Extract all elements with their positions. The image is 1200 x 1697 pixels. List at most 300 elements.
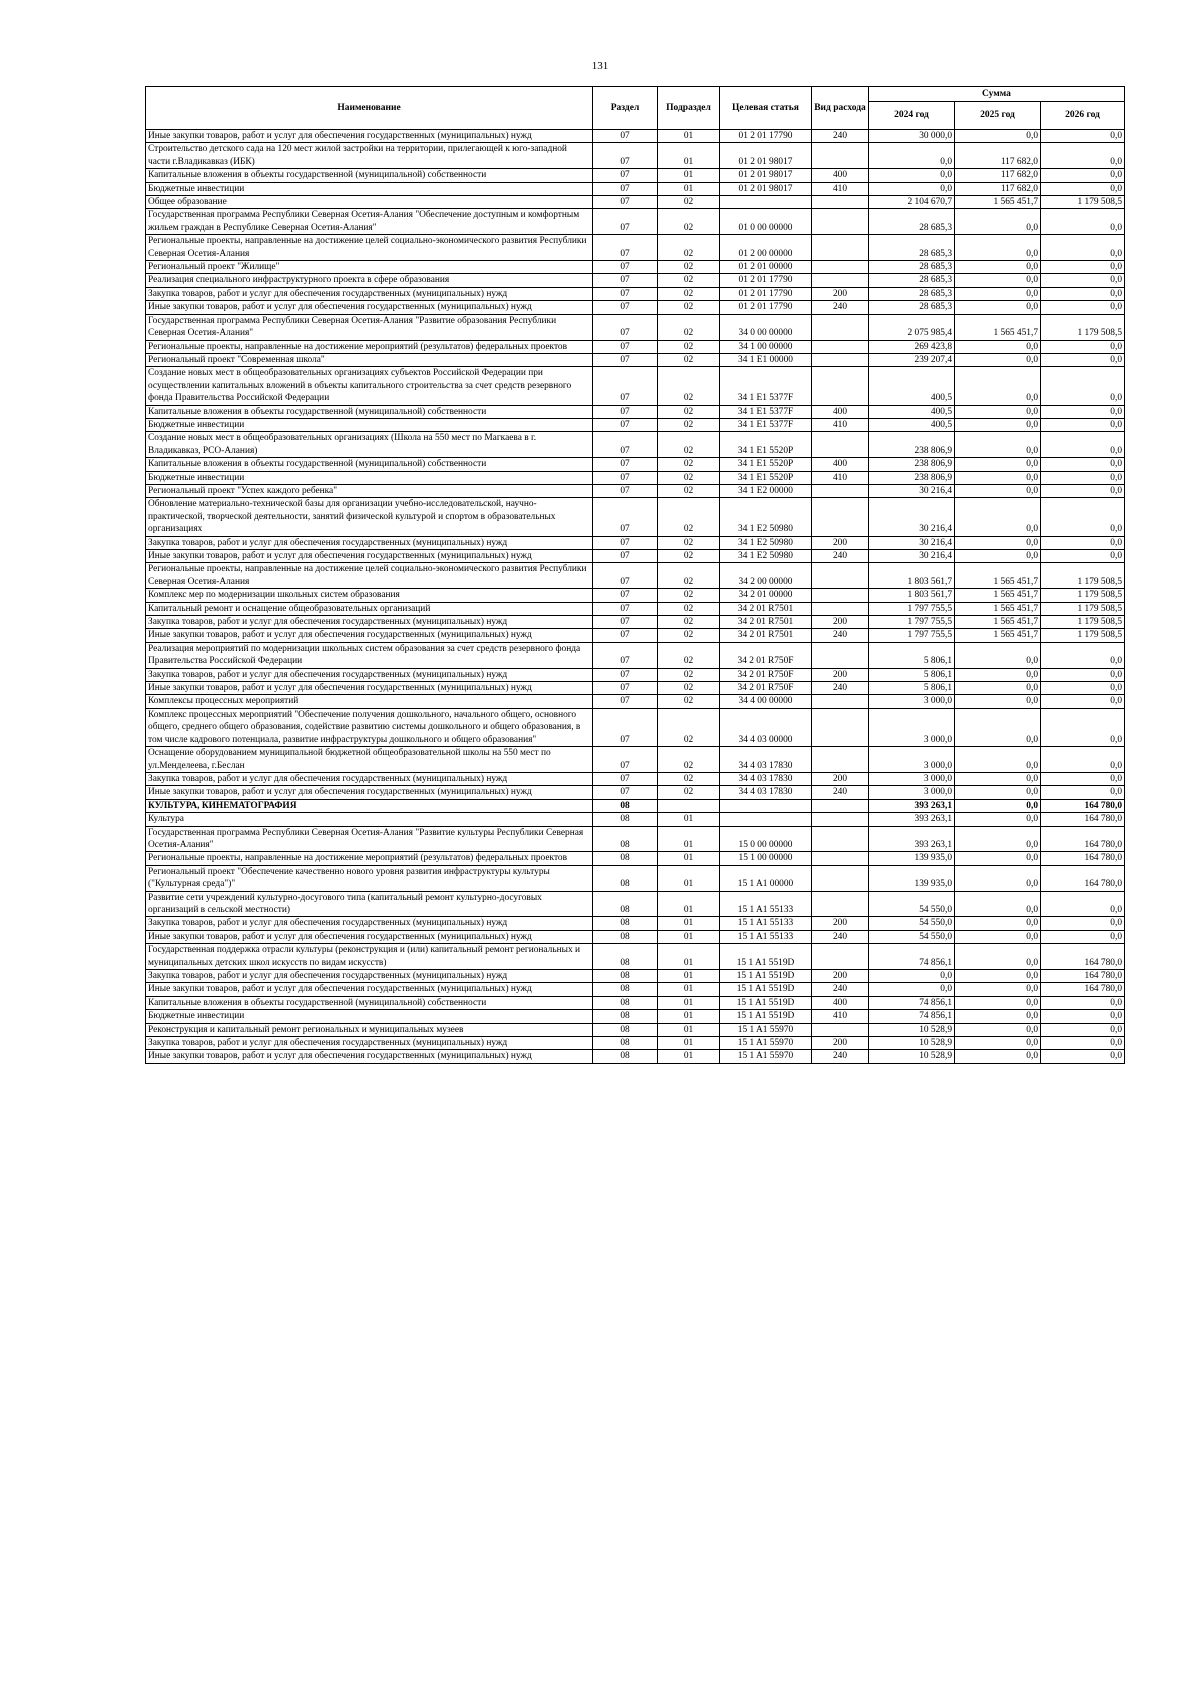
cell-celevaya-statya: 15 1 A1 55133 [720,930,812,943]
cell-vid-raskhoda: 200 [812,917,869,930]
cell-sum-2024: 28 685,3 [869,301,955,314]
cell-sum-2024: 1 803 561,7 [869,589,955,602]
cell-sum-2026: 0,0 [1041,708,1125,746]
table-row [146,616,1125,629]
cell-sum-2025: 0,0 [955,786,1041,799]
table-row [146,458,1125,471]
cell-name: Региональный проект "Обеспечение качественно нового уровня развития инфраструктуры культуры ("Культурная среда")" [146,865,593,891]
table-row [146,471,1125,484]
cell-sum-2024: 10 528,9 [869,1037,955,1050]
cell-sum-2026: 0,0 [1041,405,1125,418]
table-row [146,826,1125,852]
cell-sum-2025: 0,0 [955,772,1041,785]
cell-sum-2025: 0,0 [955,891,1041,917]
cell-vid-raskhoda: 400 [812,996,869,1009]
cell-vid-raskhoda: 200 [812,668,869,681]
cell-razdel: 07 [593,418,658,431]
cell-vid-raskhoda: 240 [812,130,869,143]
table-row [146,235,1125,261]
table-row [146,261,1125,274]
cell-podrazdel: 02 [658,235,720,261]
cell-celevaya-statya: 34 2 01 R7501 [720,629,812,642]
cell-razdel: 08 [593,944,658,970]
cell-sum-2026: 0,0 [1041,130,1125,143]
cell-sum-2026: 1 179 508,5 [1041,589,1125,602]
cell-sum-2025: 0,0 [955,274,1041,287]
cell-razdel: 07 [593,353,658,366]
cell-podrazdel: 02 [658,432,720,458]
cell-vid-raskhoda: 240 [812,682,869,695]
cell-podrazdel: 01 [658,1023,720,1036]
cell-sum-2025: 0,0 [955,747,1041,773]
cell-razdel: 08 [593,813,658,826]
cell-name: Создание новых мест в общеобразовательных организациях (Школа на 550 мест по Магкаева в г. Владикавказ, РСО-Алания) [146,432,593,458]
cell-sum-2026: 0,0 [1041,287,1125,300]
cell-name: Закупка товаров, работ и услуг для обеспечения государственных (муниципальных) нужд [146,287,593,300]
cell-sum-2025: 0,0 [955,432,1041,458]
cell-vid-raskhoda [812,1023,869,1036]
cell-sum-2024: 400,5 [869,405,955,418]
cell-sum-2025: 0,0 [955,1023,1041,1036]
cell-name: Капитальные вложения в объекты государственной (муниципальной) собственности [146,169,593,182]
cell-sum-2026: 1 179 508,5 [1041,563,1125,589]
cell-celevaya-statya: 34 2 01 R7501 [720,616,812,629]
cell-name: Региональный проект "Жилище" [146,261,593,274]
cell-podrazdel: 02 [658,747,720,773]
cell-sum-2025: 0,0 [955,944,1041,970]
cell-sum-2024: 239 207,4 [869,353,955,366]
cell-sum-2025: 0,0 [955,130,1041,143]
cell-celevaya-statya: 34 4 03 17830 [720,747,812,773]
cell-sum-2026: 0,0 [1041,930,1125,943]
cell-celevaya-statya: 15 1 A1 55970 [720,1023,812,1036]
cell-sum-2024: 3 000,0 [869,772,955,785]
cell-sum-2025: 0,0 [955,301,1041,314]
cell-podrazdel: 02 [658,405,720,418]
cell-name: Закупка товаров, работ и услуг для обеспечения государственных (муниципальных) нужд [146,970,593,983]
cell-podrazdel: 02 [658,209,720,235]
cell-name: Региональные проекты, направленные на достижение целей социально-экономического развития Республики Северная Осетия-Алания [146,235,593,261]
table-row [146,917,1125,930]
cell-sum-2025: 0,0 [955,695,1041,708]
cell-sum-2024: 1 803 561,7 [869,563,955,589]
cell-sum-2024: 5 806,1 [869,682,955,695]
cell-celevaya-statya: 34 1 E2 50980 [720,498,812,536]
cell-celevaya-statya: 34 1 E2 00000 [720,484,812,497]
cell-celevaya-statya: 15 1 A1 5519D [720,1010,812,1023]
cell-name: Бюджетные инвестиции [146,418,593,431]
cell-sum-2026: 0,0 [1041,458,1125,471]
cell-sum-2025: 0,0 [955,668,1041,681]
cell-sum-2024: 0,0 [869,182,955,195]
cell-razdel: 07 [593,209,658,235]
cell-sum-2025: 0,0 [955,550,1041,563]
cell-razdel: 07 [593,536,658,549]
cell-name: Обновление материально-технической базы для организации учебно-исследовательской, научно-практической, творческой деятельности, занятий физической культурой и спортом в образовательных организациях [146,498,593,536]
table-row [146,642,1125,668]
cell-vid-raskhoda [812,353,869,366]
cell-podrazdel: 02 [658,708,720,746]
table-row [146,695,1125,708]
cell-celevaya-statya: 15 1 A1 5519D [720,970,812,983]
header-summa: Сумма [869,87,1125,102]
cell-sum-2024: 1 797 755,5 [869,629,955,642]
cell-sum-2024: 0,0 [869,143,955,169]
cell-vid-raskhoda [812,695,869,708]
cell-sum-2024: 74 856,1 [869,996,955,1009]
cell-name: Государственная программа Республики Северная Осетия-Алания "Развитие образования Республики Северная Осетия-Алания" [146,314,593,340]
cell-vid-raskhoda [812,865,869,891]
cell-vid-raskhoda [812,799,869,812]
cell-vid-raskhoda [812,143,869,169]
cell-razdel: 07 [593,484,658,497]
cell-sum-2025: 117 682,0 [955,143,1041,169]
cell-razdel: 07 [593,367,658,405]
table-row [146,536,1125,549]
cell-sum-2024: 238 806,9 [869,458,955,471]
cell-celevaya-statya: 01 2 01 98017 [720,143,812,169]
cell-celevaya-statya: 01 2 01 98017 [720,169,812,182]
cell-sum-2026: 1 179 508,5 [1041,196,1125,209]
cell-sum-2024: 5 806,1 [869,668,955,681]
table-row [146,367,1125,405]
cell-sum-2026: 1 179 508,5 [1041,602,1125,615]
table-row [146,418,1125,431]
cell-razdel: 08 [593,996,658,1009]
cell-sum-2025: 0,0 [955,1050,1041,1063]
table-row [146,589,1125,602]
cell-razdel: 08 [593,891,658,917]
cell-razdel: 07 [593,301,658,314]
cell-razdel: 07 [593,772,658,785]
cell-vid-raskhoda [812,314,869,340]
cell-sum-2024: 0,0 [869,169,955,182]
cell-name: Государственная поддержка отрасли культуры (реконструкция и (или) капитальный ремонт региональных и муниципальных детских школ искусств по видам искусств) [146,944,593,970]
cell-razdel: 07 [593,682,658,695]
cell-sum-2026: 0,0 [1041,182,1125,195]
cell-name: Региональные проекты, направленные на достижение мероприятий (результатов) федеральных проектов [146,852,593,865]
cell-sum-2024: 1 797 755,5 [869,616,955,629]
cell-sum-2026: 0,0 [1041,1023,1125,1036]
cell-name: Общее образование [146,196,593,209]
cell-vid-raskhoda [812,484,869,497]
cell-celevaya-statya: 15 1 A1 00000 [720,865,812,891]
cell-sum-2025: 0,0 [955,1037,1041,1050]
cell-name: Иные закупки товаров, работ и услуг для обеспечения государственных (муниципальных) нужд [146,130,593,143]
cell-razdel: 07 [593,747,658,773]
table-row [146,891,1125,917]
cell-name: Строительство детского сада на 120 мест жилой застройки на территории, прилегающей к юго-западной части г.Владикавказ (ИБК) [146,143,593,169]
table-row [146,196,1125,209]
cell-name: Капитальный ремонт и оснащение общеобразовательных организаций [146,602,593,615]
cell-sum-2025: 0,0 [955,917,1041,930]
cell-name: Иные закупки товаров, работ и услуг для обеспечения государственных (муниципальных) нужд [146,983,593,996]
cell-razdel: 07 [593,182,658,195]
cell-sum-2024: 400,5 [869,367,955,405]
cell-celevaya-statya: 15 0 00 00000 [720,826,812,852]
cell-sum-2026: 164 780,0 [1041,970,1125,983]
cell-sum-2024: 30 216,4 [869,484,955,497]
cell-razdel: 07 [593,130,658,143]
cell-name: Иные закупки товаров, работ и услуг для обеспечения государственных (муниципальных) нужд [146,629,593,642]
table-row [146,498,1125,536]
cell-podrazdel: 01 [658,944,720,970]
cell-razdel: 07 [593,668,658,681]
cell-vid-raskhoda [812,708,869,746]
cell-sum-2026: 0,0 [1041,550,1125,563]
cell-vid-raskhoda: 240 [812,786,869,799]
cell-podrazdel: 01 [658,930,720,943]
cell-podrazdel: 02 [658,563,720,589]
cell-celevaya-statya: 34 1 00 00000 [720,340,812,353]
table-row [146,602,1125,615]
cell-name: Региональный проект "Успех каждого ребенка" [146,484,593,497]
cell-vid-raskhoda: 200 [812,772,869,785]
cell-sum-2024: 74 856,1 [869,944,955,970]
cell-sum-2026: 1 179 508,5 [1041,629,1125,642]
cell-razdel: 07 [593,235,658,261]
cell-vid-raskhoda [812,813,869,826]
cell-vid-raskhoda: 400 [812,405,869,418]
cell-podrazdel: 02 [658,550,720,563]
table-row [146,772,1125,785]
cell-name: Иные закупки товаров, работ и услуг для обеспечения государственных (муниципальных) нужд [146,930,593,943]
cell-razdel: 08 [593,826,658,852]
cell-vid-raskhoda: 410 [812,418,869,431]
cell-sum-2025: 0,0 [955,826,1041,852]
cell-name: Государственная программа Республики Северная Осетия-Алания "Обеспечение доступным и комфортным жильем граждан в Республике Северная Осетия-Алания" [146,209,593,235]
cell-razdel: 08 [593,852,658,865]
cell-sum-2025: 0,0 [955,682,1041,695]
cell-vid-raskhoda: 200 [812,536,869,549]
table-row [146,274,1125,287]
cell-sum-2025: 1 565 451,7 [955,563,1041,589]
cell-sum-2025: 1 565 451,7 [955,616,1041,629]
table-row [146,865,1125,891]
cell-sum-2024: 74 856,1 [869,1010,955,1023]
cell-razdel: 07 [593,405,658,418]
cell-celevaya-statya: 34 4 03 00000 [720,708,812,746]
table-header [146,87,1125,130]
table-row [146,301,1125,314]
cell-sum-2025: 0,0 [955,418,1041,431]
cell-razdel: 07 [593,261,658,274]
cell-podrazdel: 01 [658,813,720,826]
cell-name: Иные закупки товаров, работ и услуг для обеспечения государственных (муниципальных) нужд [146,1050,593,1063]
cell-name: Капитальные вложения в объекты государственной (муниципальной) собственности [146,405,593,418]
cell-sum-2024: 0,0 [869,983,955,996]
cell-sum-2024: 269 423,8 [869,340,955,353]
cell-sum-2025: 0,0 [955,484,1041,497]
cell-sum-2026: 0,0 [1041,1050,1125,1063]
cell-celevaya-statya: 15 1 A1 55133 [720,891,812,917]
header-vid-raskhoda: Вид расхода [812,87,869,130]
cell-sum-2024: 5 806,1 [869,642,955,668]
cell-name: Бюджетные инвестиции [146,471,593,484]
cell-name: Реализация мероприятий по модернизации школьных систем образования за счет средств резервного фонда Правительства Российской Федерации [146,642,593,668]
cell-podrazdel: 01 [658,865,720,891]
cell-celevaya-statya: 34 1 E1 5377F [720,405,812,418]
cell-vid-raskhoda: 240 [812,301,869,314]
cell-vid-raskhoda: 240 [812,1050,869,1063]
cell-sum-2024: 393 263,1 [869,826,955,852]
cell-podrazdel: 02 [658,418,720,431]
cell-sum-2024: 30 000,0 [869,130,955,143]
cell-sum-2024: 54 550,0 [869,891,955,917]
cell-razdel: 08 [593,799,658,812]
cell-sum-2024: 28 685,3 [869,274,955,287]
cell-name: Бюджетные инвестиции [146,1010,593,1023]
cell-celevaya-statya: 34 1 E2 50980 [720,550,812,563]
cell-razdel: 07 [593,616,658,629]
cell-name: Региональный проект "Современная школа" [146,353,593,366]
cell-celevaya-statya: 15 1 A1 55970 [720,1050,812,1063]
cell-sum-2025: 0,0 [955,865,1041,891]
cell-razdel: 08 [593,917,658,930]
cell-sum-2026: 0,0 [1041,695,1125,708]
cell-name: Развитие сети учреждений культурно-досугового типа (капитальный ремонт культурно-досуговых организаций в сельской местности) [146,891,593,917]
cell-celevaya-statya: 34 2 01 R750F [720,682,812,695]
cell-podrazdel: 02 [658,261,720,274]
cell-sum-2024: 3 000,0 [869,708,955,746]
cell-podrazdel: 02 [658,367,720,405]
cell-name: Бюджетные инвестиции [146,182,593,195]
page-number: 131 [591,60,609,72]
cell-podrazdel: 02 [658,589,720,602]
cell-celevaya-statya: 34 1 E1 5377F [720,418,812,431]
cell-celevaya-statya: 34 1 E1 5377F [720,367,812,405]
cell-sum-2026: 0,0 [1041,340,1125,353]
cell-celevaya-statya: 34 1 E1 5520P [720,458,812,471]
cell-sum-2026: 0,0 [1041,1010,1125,1023]
cell-podrazdel: 02 [658,616,720,629]
cell-name: Закупка товаров, работ и услуг для обеспечения государственных (муниципальных) нужд [146,536,593,549]
cell-vid-raskhoda [812,944,869,970]
cell-name: Закупка товаров, работ и услуг для обеспечения государственных (муниципальных) нужд [146,616,593,629]
cell-podrazdel: 02 [658,301,720,314]
cell-podrazdel: 01 [658,1037,720,1050]
header-celevaya-statya: Целевая статья [720,87,812,130]
cell-sum-2025: 0,0 [955,458,1041,471]
cell-podrazdel: 01 [658,130,720,143]
header-year-2024: 2024 год [869,102,955,130]
cell-sum-2026: 0,0 [1041,917,1125,930]
cell-sum-2024: 54 550,0 [869,917,955,930]
cell-name: Комплекс процессных мероприятий "Обеспечение получения дошкольного, начального общего, основного общего, среднего общего образования, содействие развитию системы дошкольного и общего образования, в том числе кадрового потенциала, развитие инфраструктуры дошкольного и общего образования" [146,708,593,746]
cell-razdel: 08 [593,1010,658,1023]
cell-sum-2026: 1 179 508,5 [1041,314,1125,340]
cell-razdel: 08 [593,865,658,891]
cell-sum-2025: 0,0 [955,799,1041,812]
cell-name: Реализация специального инфраструктурного проекта в сфере образования [146,274,593,287]
header-year-2025: 2025 год [955,102,1041,130]
cell-sum-2024: 393 263,1 [869,813,955,826]
cell-sum-2026: 0,0 [1041,772,1125,785]
table-row [146,682,1125,695]
cell-name: Закупка товаров, работ и услуг для обеспечения государственных (муниципальных) нужд [146,1037,593,1050]
cell-razdel: 08 [593,1037,658,1050]
cell-vid-raskhoda [812,432,869,458]
cell-vid-raskhoda: 410 [812,1010,869,1023]
cell-podrazdel: 01 [658,182,720,195]
table-row [146,944,1125,970]
cell-sum-2025: 0,0 [955,209,1041,235]
cell-celevaya-statya: 34 1 E2 50980 [720,536,812,549]
cell-podrazdel: 01 [658,917,720,930]
cell-vid-raskhoda: 410 [812,182,869,195]
cell-sum-2026: 164 780,0 [1041,826,1125,852]
cell-podrazdel: 02 [658,498,720,536]
cell-sum-2024: 10 528,9 [869,1050,955,1063]
cell-podrazdel: 02 [658,668,720,681]
cell-vid-raskhoda: 240 [812,550,869,563]
cell-sum-2025: 0,0 [955,930,1041,943]
cell-sum-2026: 164 780,0 [1041,813,1125,826]
cell-razdel: 08 [593,1050,658,1063]
cell-podrazdel: 01 [658,1010,720,1023]
cell-podrazdel: 02 [658,274,720,287]
cell-celevaya-statya: 34 2 01 00000 [720,589,812,602]
cell-sum-2025: 0,0 [955,498,1041,536]
cell-podrazdel: 01 [658,996,720,1009]
cell-sum-2024: 30 216,4 [869,536,955,549]
cell-razdel: 08 [593,930,658,943]
cell-vid-raskhoda: 410 [812,471,869,484]
table-row [146,314,1125,340]
cell-vid-raskhoda: 240 [812,983,869,996]
cell-sum-2024: 54 550,0 [869,930,955,943]
cell-name: Создание новых мест в общеобразовательных организациях субъектов Российской Федерации при осуществлении капитальных вложений в объекты капитального строительства за счет средств резервного фонда Правительства Российской Федерации [146,367,593,405]
cell-sum-2024: 139 935,0 [869,852,955,865]
cell-podrazdel: 02 [658,484,720,497]
cell-razdel: 07 [593,340,658,353]
cell-vid-raskhoda: 240 [812,930,869,943]
cell-sum-2025: 0,0 [955,642,1041,668]
cell-name: Иные закупки товаров, работ и услуг для обеспечения государственных (муниципальных) нужд [146,550,593,563]
cell-celevaya-statya: 15 1 00 00000 [720,852,812,865]
cell-podrazdel: 02 [658,287,720,300]
cell-sum-2025: 117 682,0 [955,182,1041,195]
cell-vid-raskhoda: 200 [812,970,869,983]
cell-celevaya-statya: 34 4 03 17830 [720,772,812,785]
cell-name: Региональные проекты, направленные на достижение целей социально-экономического развития Республики Северная Осетия-Алания [146,563,593,589]
cell-celevaya-statya: 34 0 00 00000 [720,314,812,340]
cell-sum-2026: 164 780,0 [1041,799,1125,812]
table-row [146,786,1125,799]
header-name: Наименование [146,87,593,130]
cell-vid-raskhoda [812,891,869,917]
cell-podrazdel: 02 [658,682,720,695]
cell-sum-2026: 0,0 [1041,301,1125,314]
cell-sum-2026: 0,0 [1041,536,1125,549]
cell-sum-2025: 1 565 451,7 [955,314,1041,340]
cell-razdel: 08 [593,983,658,996]
cell-sum-2024: 3 000,0 [869,695,955,708]
cell-vid-raskhoda [812,196,869,209]
cell-podrazdel: 01 [658,143,720,169]
cell-sum-2025: 0,0 [955,1010,1041,1023]
cell-vid-raskhoda [812,367,869,405]
cell-sum-2025: 117 682,0 [955,169,1041,182]
cell-razdel: 07 [593,432,658,458]
cell-razdel: 07 [593,550,658,563]
cell-razdel: 07 [593,563,658,589]
cell-sum-2024: 2 104 670,7 [869,196,955,209]
cell-vid-raskhoda [812,340,869,353]
cell-sum-2025: 1 565 451,7 [955,589,1041,602]
cell-podrazdel: 02 [658,536,720,549]
cell-vid-raskhoda [812,826,869,852]
